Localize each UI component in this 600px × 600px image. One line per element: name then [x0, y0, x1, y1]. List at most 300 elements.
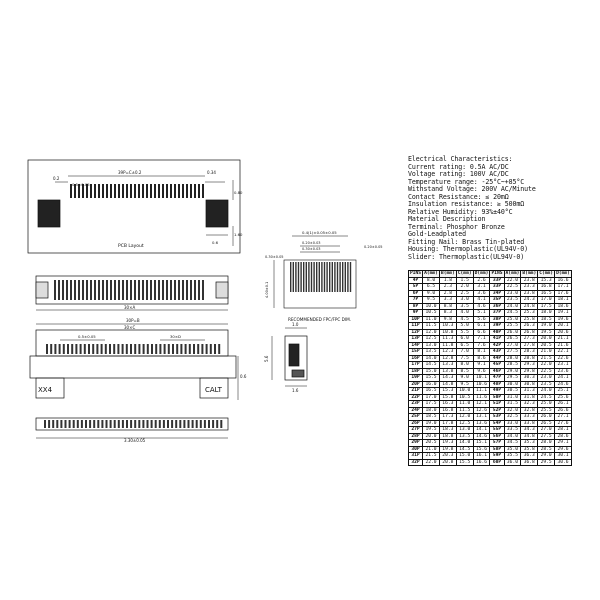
table-cell: 16.3 — [439, 401, 456, 408]
table-cell: 8.8 — [439, 303, 456, 310]
contact-pin — [158, 184, 160, 198]
table-cell: 18.5 — [423, 414, 440, 421]
table-cell: 14.1 — [473, 427, 490, 434]
contact-pin — [182, 184, 184, 198]
table-cell: 13.8 — [439, 368, 456, 375]
table-cell: 20.0 — [538, 336, 555, 343]
table-cell: 13.6 — [473, 420, 490, 427]
contact-pin — [313, 262, 314, 292]
table-cell: 33.0 — [504, 420, 521, 427]
table-cell: 59P — [490, 453, 504, 460]
table-cell: 16P — [409, 355, 423, 362]
contact-pin — [202, 184, 204, 198]
table-header-cell: PINS — [410, 271, 422, 276]
table-cell: 32.5 — [504, 414, 521, 421]
table-cell: 33P — [490, 284, 504, 291]
contact-pin — [345, 262, 346, 292]
contact-pin — [190, 280, 192, 300]
contact-pin — [159, 420, 161, 428]
contact-pin — [342, 262, 343, 292]
pcb-layout-label: PCB Layout — [118, 244, 144, 249]
contact-pin — [168, 344, 170, 354]
table-cell: 15.8 — [439, 394, 456, 401]
dimension-table — [408, 270, 572, 466]
table-cell: 24P — [409, 407, 423, 414]
table-cell: 13.5 — [456, 433, 473, 440]
table-cell: 12.5 — [423, 336, 440, 343]
contact-pin — [106, 184, 108, 198]
contact-pin — [109, 344, 111, 354]
contact-pin — [171, 420, 173, 428]
table-cell: 34.0 — [504, 433, 521, 440]
contact-pin — [89, 420, 91, 428]
table-cell: 16.0 — [423, 381, 440, 388]
table-cell: 18.0 — [538, 310, 555, 317]
contact-pin — [308, 262, 309, 292]
contact-pin — [58, 280, 60, 300]
table-cell: 28P — [409, 433, 423, 440]
contact-pin — [147, 420, 149, 428]
contact-pin — [118, 420, 120, 428]
table-cell: 25P — [409, 414, 423, 421]
table-cell: 9.0 — [423, 290, 440, 297]
contact-pin — [60, 420, 62, 428]
table-cell: 28.0 — [504, 355, 521, 362]
contact-pin — [175, 420, 177, 428]
table-cell: 12P — [409, 329, 423, 336]
xx4-label: XX4 — [38, 386, 53, 394]
contact-pin — [88, 344, 90, 354]
table-cell: 20.3 — [439, 453, 456, 460]
table-cell: 16.5 — [538, 290, 555, 297]
table-cell: 29.3 — [521, 362, 538, 369]
table-cell: 21.0 — [423, 446, 440, 453]
table-cell: 13.3 — [439, 362, 456, 369]
table-cell: 34P — [490, 290, 504, 297]
contact-pin — [48, 420, 50, 428]
table-cell: 23.8 — [521, 290, 538, 297]
contact-pin — [126, 184, 128, 198]
table-cell: 20.8 — [439, 459, 456, 466]
contact-pin — [316, 262, 317, 292]
contact-pin — [176, 344, 178, 354]
contact-pin — [80, 344, 82, 354]
table-cell: 7.5 — [456, 355, 473, 362]
contact-pin — [326, 262, 327, 292]
contact-pin — [67, 344, 69, 354]
contact-pin — [198, 184, 200, 198]
contact-pin — [154, 280, 156, 300]
table-cell: 38P — [490, 316, 504, 323]
contact-pin — [94, 280, 96, 300]
table-cell: 15P — [409, 349, 423, 356]
table-cell: 8.0 — [423, 277, 440, 284]
contact-pin — [174, 184, 176, 198]
table-cell: 14.8 — [439, 381, 456, 388]
spec-line: Contact Resistance: ≤ 20mΩ — [408, 192, 509, 201]
table-cell: 28.5 — [538, 446, 555, 453]
table-cell: 26.0 — [504, 329, 521, 336]
dim-label: 0.5±0.05 — [72, 182, 90, 187]
contact-pin — [134, 280, 136, 300]
table-cell: 16.8 — [538, 284, 555, 291]
contact-pin — [92, 344, 94, 354]
table-cell: 5.1 — [473, 310, 490, 317]
table-cell: 24.8 — [521, 303, 538, 310]
table-cell: 27.0 — [504, 342, 521, 349]
table-cell: 4.5 — [456, 316, 473, 323]
contact-pin — [130, 344, 132, 354]
table-cell: 2.0 — [456, 284, 473, 291]
contact-pin — [170, 280, 172, 300]
table-cell: 27.5 — [504, 349, 521, 356]
table-header-cell: C(mm) — [539, 271, 554, 276]
contact-pin — [212, 420, 214, 428]
contact-pin — [102, 280, 104, 300]
table-cell: 16.6 — [555, 277, 572, 284]
contact-pin — [166, 184, 168, 198]
contact-pin — [216, 420, 218, 428]
contact-pin — [151, 420, 153, 428]
table-cell: 35P — [490, 297, 504, 304]
table-cell: 30.6 — [555, 459, 572, 466]
table-cell: 12.0 — [456, 414, 473, 421]
contact-pin — [130, 420, 132, 428]
table-cell: 5.0 — [456, 323, 473, 330]
contact-pin — [339, 262, 340, 292]
table-cell: 22P — [409, 394, 423, 401]
table-cell: 28.0 — [538, 440, 555, 447]
table-cell: 10.1 — [473, 375, 490, 382]
table-cell: 17.0 — [538, 297, 555, 304]
contact-pin — [321, 262, 322, 292]
contact-pin — [46, 344, 48, 354]
table-cell: 4.1 — [473, 297, 490, 304]
dim-label: 3.30±0.05 — [124, 438, 146, 443]
table-cell: 5.5 — [456, 329, 473, 336]
table-cell: 29.6 — [555, 446, 572, 453]
table-cell: 16.1 — [473, 453, 490, 460]
front-view-contacts — [46, 344, 220, 354]
table-cell: 12.6 — [473, 407, 490, 414]
table-cell: 17.5 — [538, 303, 555, 310]
table-cell: 48P — [490, 381, 504, 388]
table-cell: 16.6 — [473, 459, 490, 466]
dim-label: 0.4(1)±0.05±0.05 — [302, 230, 337, 235]
table-cell: 34.5 — [504, 440, 521, 447]
table-cell: 20.6 — [555, 329, 572, 336]
contact-pin — [73, 420, 75, 428]
table-cell: 55P — [490, 427, 504, 434]
contact-pin — [208, 420, 210, 428]
table-cell: 20.0 — [423, 433, 440, 440]
contact-pin — [142, 184, 144, 198]
table-cell: 8.1 — [473, 349, 490, 356]
table-cell: 33.5 — [504, 427, 521, 434]
dim-label: 30P=B — [126, 318, 140, 323]
spec-line: Electrical Characteristics: — [408, 155, 513, 163]
table-cell: 29P — [409, 440, 423, 447]
contact-pin — [197, 344, 199, 354]
table-cell: 30.0 — [504, 381, 521, 388]
table-cell: 9.6 — [473, 368, 490, 375]
table-cell: 57P — [490, 440, 504, 447]
table-cell: 18P — [409, 368, 423, 375]
table-cell: 16.5 — [423, 388, 440, 395]
table-cell: 58P — [490, 446, 504, 453]
contact-pin — [98, 280, 100, 300]
table-cell: 13.0 — [423, 342, 440, 349]
table-cell: 45P — [490, 362, 504, 369]
contact-pin — [147, 344, 149, 354]
connector-bottom-view — [36, 418, 228, 438]
contact-pin — [298, 262, 299, 292]
table-cell: 26.6 — [555, 407, 572, 414]
table-cell: 3.6 — [473, 290, 490, 297]
table-cell: 8.0 — [456, 362, 473, 369]
contact-pin — [329, 262, 330, 292]
contact-pin — [138, 280, 140, 300]
contact-pin — [110, 420, 112, 428]
table-cell: 10.5 — [423, 310, 440, 317]
table-cell: 25.3 — [521, 310, 538, 317]
table-cell: 15.1 — [473, 440, 490, 447]
contact-pin — [84, 344, 86, 354]
dim-label: 0.6 — [240, 374, 247, 379]
dim-label: 0.34 — [207, 170, 216, 175]
table-cell: 2.5 — [456, 290, 473, 297]
table-cell: 20.1 — [555, 323, 572, 330]
table-cell: 19.3 — [439, 440, 456, 447]
table-cell: 44P — [490, 355, 504, 362]
table-cell: 23.6 — [555, 368, 572, 375]
table-cell: 23.0 — [538, 375, 555, 382]
table-cell: 15.5 — [456, 459, 473, 466]
table-cell: 11.0 — [423, 316, 440, 323]
table-cell: 21.0 — [538, 349, 555, 356]
contact-pin — [50, 344, 52, 354]
contact-pin — [178, 184, 180, 198]
table-cell: 17.1 — [555, 284, 572, 291]
table-cell: 32.3 — [521, 401, 538, 408]
dim-label: 1.0 — [292, 322, 299, 327]
table-cell: 24.3 — [521, 297, 538, 304]
table-cell: 46P — [490, 368, 504, 375]
table-cell: 8.6 — [473, 355, 490, 362]
contact-pin — [62, 280, 64, 300]
table-cell: 1.8 — [439, 277, 456, 284]
contact-pin — [162, 184, 164, 198]
contact-pin — [82, 280, 84, 300]
contact-pin — [189, 344, 191, 354]
table-cell: 41P — [490, 336, 504, 343]
contact-pin — [66, 280, 68, 300]
table-cell: 9.5 — [456, 381, 473, 388]
contact-pin — [303, 262, 304, 292]
contact-pin — [138, 344, 140, 354]
contact-pin — [65, 420, 67, 428]
contact-pin — [183, 420, 185, 428]
table-cell: 3.1 — [473, 284, 490, 291]
contact-pin — [200, 420, 202, 428]
contact-pin — [201, 344, 203, 354]
table-cell: 11.3 — [439, 336, 456, 343]
table-cell: 5P — [409, 284, 423, 291]
table-cell: 49P — [490, 388, 504, 395]
table-cell: 31.8 — [521, 394, 538, 401]
table-cell: 27.3 — [521, 336, 538, 343]
table-cell: 18.8 — [439, 433, 456, 440]
spec-list — [408, 156, 598, 261]
dim-label: 0.30±0.03 — [302, 247, 321, 251]
table-cell: 13P — [409, 336, 423, 343]
table-cell: 27.0 — [538, 427, 555, 434]
table-cell: 17.6 — [555, 290, 572, 297]
table-cell: 21.5 — [538, 355, 555, 362]
table-cell: 23.8 — [521, 277, 538, 284]
table-cell: 1.5 — [456, 277, 473, 284]
table-cell: 22.1 — [555, 349, 572, 356]
contact-pin — [194, 280, 196, 300]
table-cell: 14.5 — [423, 362, 440, 369]
table-cell: 50P — [490, 394, 504, 401]
table-cell: 23.3 — [521, 284, 538, 291]
contact-pin — [170, 184, 172, 198]
table-cell: 3.0 — [456, 297, 473, 304]
table-header-cell: D(mm) — [556, 271, 570, 276]
contact-pin — [52, 420, 54, 428]
table-cell: 10.5 — [456, 394, 473, 401]
table-cell: 29.5 — [538, 459, 555, 466]
table-cell: 19P — [409, 375, 423, 382]
table-cell: 14.6 — [473, 433, 490, 440]
contact-pin — [162, 280, 164, 300]
top-view-contacts — [54, 280, 204, 300]
contact-pin — [196, 420, 198, 428]
table-cell: 34.3 — [521, 427, 538, 434]
dim-label: 0.6 — [212, 240, 219, 245]
table-cell: 11.0 — [456, 401, 473, 408]
contact-pin — [159, 344, 161, 354]
table-cell: 56P — [490, 433, 504, 440]
table-cell: 24.0 — [504, 303, 521, 310]
contact-pin — [311, 262, 312, 292]
table-cell: 8.5 — [456, 368, 473, 375]
table-cell: 29.5 — [504, 375, 521, 382]
dim-label: 30×C — [124, 325, 136, 330]
contact-pin — [90, 184, 92, 198]
table-cell: 22.5 — [504, 284, 521, 291]
table-cell: 24.5 — [504, 310, 521, 317]
spec-line: Gold-Leadplated — [408, 230, 467, 238]
table-cell: 19.8 — [439, 446, 456, 453]
contact-pin — [96, 344, 98, 354]
spec-line: Withstand Voltage: 200V AC/Minute — [408, 185, 536, 193]
contact-pin — [194, 184, 196, 198]
table-cell: 60P — [490, 459, 504, 466]
table-cell: 26.3 — [521, 323, 538, 330]
table-cell: 47P — [490, 375, 504, 382]
table-cell: 30.8 — [521, 381, 538, 388]
spec-line: Housing: Thermoplastic(UL94V-0) — [408, 245, 528, 253]
contact-pin — [118, 280, 120, 300]
contact-pin — [146, 280, 148, 300]
table-cell: 22.5 — [538, 368, 555, 375]
dim-label: 1.6 — [292, 388, 299, 393]
contact-pin — [319, 262, 320, 292]
table-cell: 9.0 — [456, 375, 473, 382]
table-cell: 14.0 — [456, 440, 473, 447]
contact-pin — [93, 420, 95, 428]
table-cell: 32.0 — [504, 407, 521, 414]
table-cell: 12.5 — [456, 420, 473, 427]
contact-pin — [97, 420, 99, 428]
table-cell: 40P — [490, 329, 504, 336]
table-cell: 9.1 — [473, 362, 490, 369]
table-cell: 23.0 — [504, 290, 521, 297]
contact-pin — [77, 420, 79, 428]
table-cell: 2.8 — [439, 290, 456, 297]
contact-pin — [332, 262, 333, 292]
table-cell: 39P — [490, 323, 504, 330]
spec-line: Material Description — [408, 215, 486, 223]
contact-pin — [350, 262, 351, 292]
spec-line: Temperature range: -25°C~+85°C — [408, 177, 525, 186]
table-cell: 24.5 — [538, 394, 555, 401]
table-header-cell: C(mm) — [457, 271, 472, 276]
table-cell: 36.0 — [504, 459, 521, 466]
spec-line: Slider: Thermoplastic(UL94V-0) — [408, 252, 525, 261]
dim-label: 0.2 — [53, 176, 60, 181]
contact-pin — [206, 344, 208, 354]
contact-pin — [295, 262, 296, 292]
contact-pin — [146, 184, 148, 198]
table-cell: 11.5 — [456, 407, 473, 414]
table-cell: 27.5 — [538, 433, 555, 440]
contact-pin — [113, 344, 115, 354]
table-cell: 10.8 — [439, 329, 456, 336]
contact-pin — [110, 184, 112, 198]
table-cell: 28.5 — [504, 362, 521, 369]
contact-pin — [155, 420, 157, 428]
contact-pin — [180, 344, 182, 354]
table-cell: 3.3 — [439, 297, 456, 304]
contact-pin — [70, 280, 72, 300]
table-cell: 25.0 — [538, 401, 555, 408]
table-cell: 23.1 — [555, 362, 572, 369]
table-cell: 6.5 — [423, 284, 440, 291]
table-cell: 24.6 — [555, 381, 572, 388]
table-cell: 11.8 — [439, 342, 456, 349]
table-cell: 19.5 — [538, 329, 555, 336]
contact-pin — [164, 344, 166, 354]
table-cell: 30.1 — [555, 453, 572, 460]
table-cell: 19.6 — [555, 316, 572, 323]
connector-side-view — [272, 328, 307, 386]
contact-pin — [74, 280, 76, 300]
table-cell: 23.5 — [538, 381, 555, 388]
table-cell: 28.8 — [521, 355, 538, 362]
table-cell: 25.0 — [504, 316, 521, 323]
contact-pin — [185, 344, 187, 354]
table-cell: 29.8 — [521, 368, 538, 375]
table-cell: 20.5 — [538, 342, 555, 349]
table-cell: 35.8 — [521, 446, 538, 453]
table-cell: 13.1 — [473, 414, 490, 421]
contact-pin — [126, 344, 128, 354]
contact-pin — [193, 344, 195, 354]
table-cell: 17P — [409, 362, 423, 369]
